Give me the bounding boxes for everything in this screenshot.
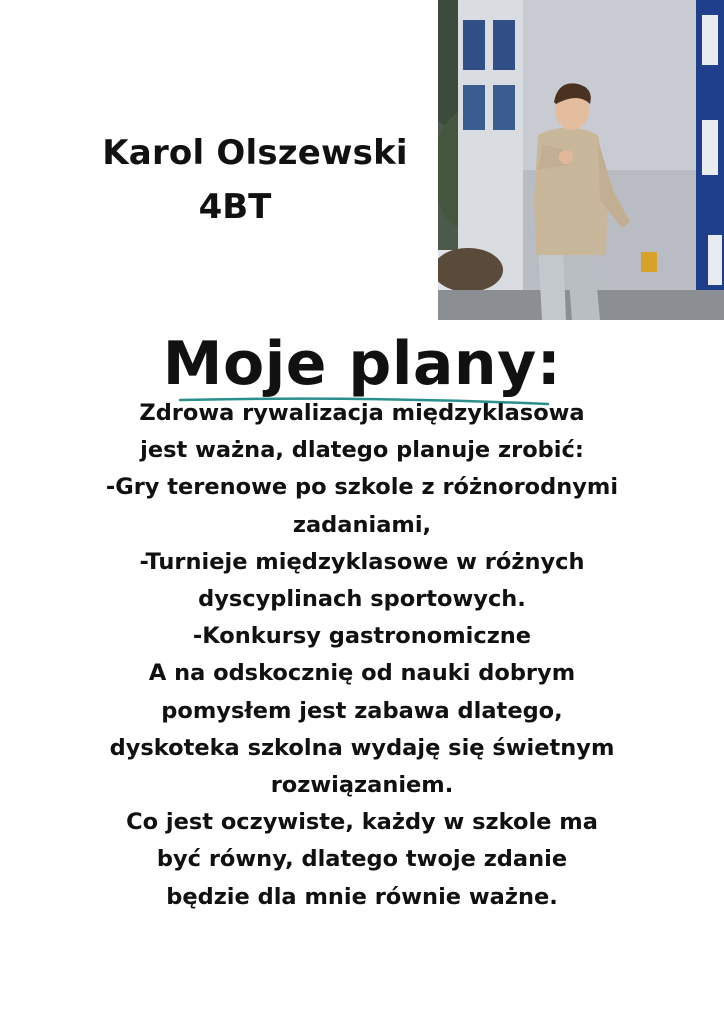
candidate-info bbox=[60, 128, 450, 232]
body-line: jest ważna, dlatego planuje zrobić: bbox=[140, 437, 584, 464]
candidate-photo bbox=[438, 0, 724, 320]
body-line: -Turnieje międzyklasowe w różnych bbox=[139, 548, 585, 575]
body-line: rozwiązaniem. bbox=[270, 772, 454, 799]
body-line: -Gry terenowe po szkole z różnorodnymi bbox=[105, 474, 619, 501]
body-line: będzie dla mnie równie ważne. bbox=[166, 883, 558, 910]
plans-body bbox=[40, 395, 684, 916]
body-line: dyscyplinach sportowych. bbox=[198, 586, 526, 613]
body-line: -Konkursy gastronomiczne bbox=[192, 623, 532, 650]
body-line: zadaniami, bbox=[292, 511, 432, 538]
body-line: Zdrowa rywalizacja międzyklasowa bbox=[139, 400, 585, 426]
body-line: pomysłem jest zabawa dlatego, bbox=[161, 697, 563, 724]
body-line: A na odskocznię od nauki dobrym bbox=[148, 660, 576, 687]
body-line: być równy, dlatego twoje zdanie bbox=[156, 846, 568, 873]
plans-heading: Moje plany: bbox=[162, 329, 562, 399]
candidate-name: Karol Olszewski bbox=[102, 133, 408, 173]
candidate-class: 4BT bbox=[198, 187, 272, 227]
body-line: Co jest oczywiste, każdy w szkole ma bbox=[126, 809, 598, 836]
body-line: dyskoteka szkolna wydaję się świetnym bbox=[109, 734, 615, 761]
